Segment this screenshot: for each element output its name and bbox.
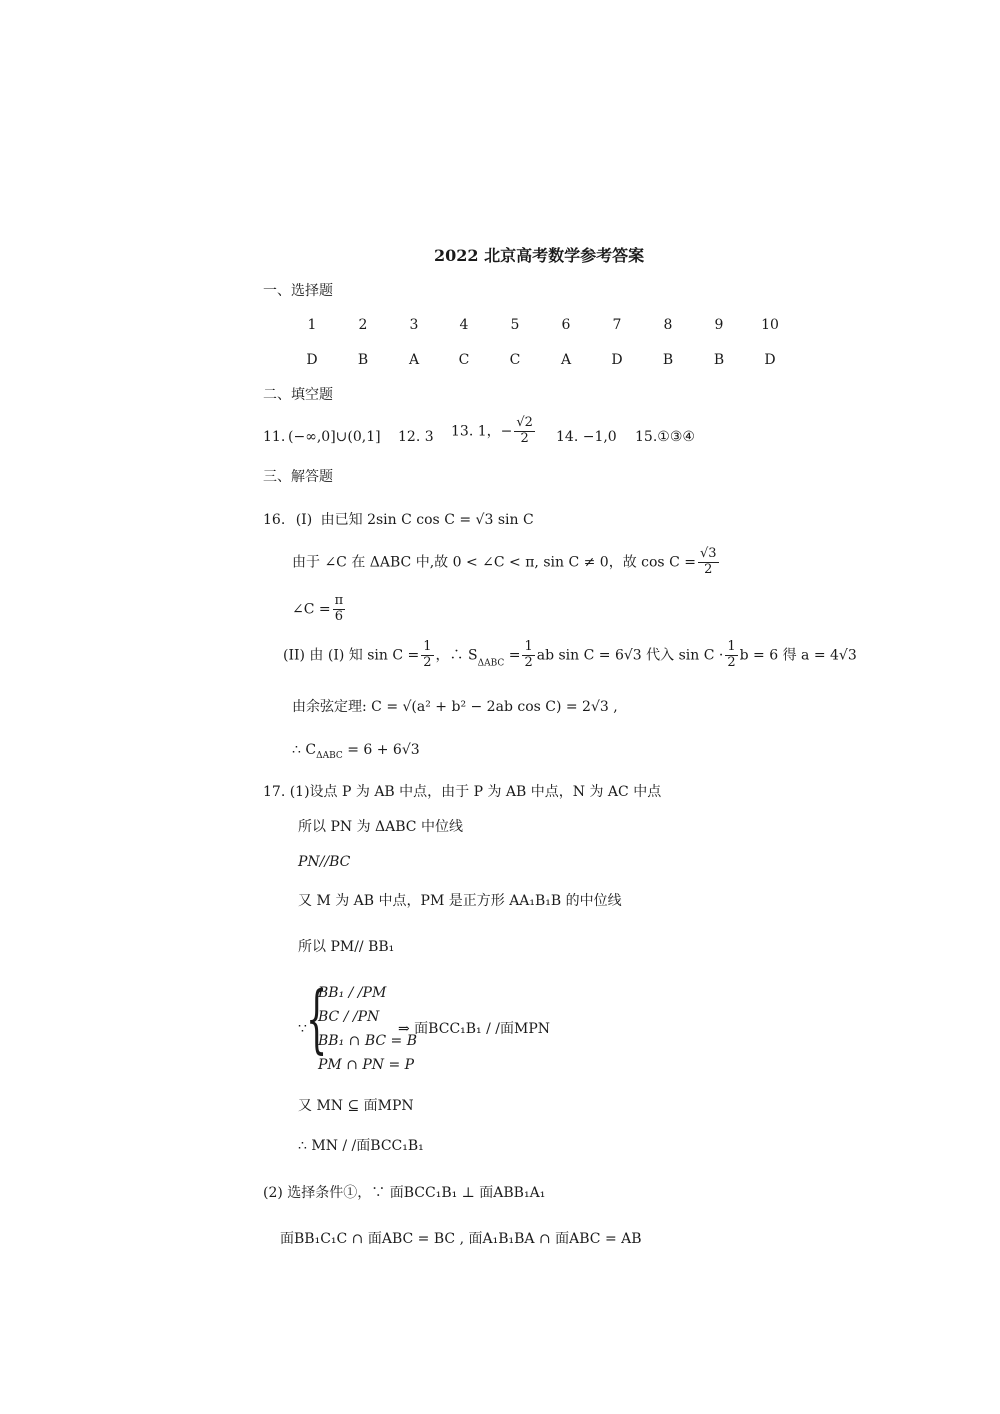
choice-answer: A xyxy=(560,352,572,368)
choice-answer: D xyxy=(764,352,776,368)
choice-number: 4 xyxy=(459,317,469,333)
choice-number: 9 xyxy=(714,317,724,333)
because-symbol: ∵ xyxy=(298,1021,307,1037)
choice-answer: C xyxy=(458,352,470,368)
p16-line6-b: = 6 + 6√3 xyxy=(342,742,420,758)
choice-number: 10 xyxy=(761,317,779,333)
p16-line4-a: (II) 由 (I) 知 sin C = xyxy=(283,647,420,664)
choice-number: 3 xyxy=(409,317,419,333)
fraction xyxy=(333,594,346,625)
p16-given: 由已知 2sin C cos C = √3 sin C xyxy=(320,512,534,528)
choice-number: 6 xyxy=(561,317,571,333)
choice-number: 5 xyxy=(510,317,520,333)
choice-answer: C xyxy=(509,352,521,368)
fill-answer-12: 12. 3 xyxy=(398,429,434,445)
fraction xyxy=(522,640,534,671)
p16-line4-e: b = 6 得 a = 4√3 xyxy=(739,647,857,664)
choice-number: 7 xyxy=(612,317,622,333)
fill-answer-14: 14. −1,0 xyxy=(556,429,617,445)
condition-1: BB₁ / /PM xyxy=(318,985,387,1001)
fraction xyxy=(725,640,737,671)
p17-line7: ∴ MN / /面BCC₁B₁ xyxy=(298,1138,424,1154)
section-choice-heading: 一、选择题 xyxy=(263,283,333,299)
choice-number: 2 xyxy=(358,317,368,333)
choice-number: 8 xyxy=(663,317,673,333)
p17-line2: 所以 PN 为 ΔABC 中位线 xyxy=(298,819,463,835)
fraction xyxy=(421,640,433,671)
fraction-denominator: 2 xyxy=(704,561,713,577)
p16-line4-c: = xyxy=(504,647,521,664)
p16-line1 xyxy=(263,513,534,527)
p17-line9: 面BB₁C₁C ∩ 面ABC = BC , 面A₁B₁BA ∩ 面ABC = AB xyxy=(280,1231,642,1247)
choice-answer: B xyxy=(662,352,674,368)
condition-4: PM ∩ PN = P xyxy=(318,1057,415,1073)
fill-answer-13-label: 13. 1，− xyxy=(451,423,513,440)
fraction-numerator: 1 xyxy=(423,639,432,654)
area-subscript: ΔABC xyxy=(477,658,505,669)
fraction-denominator: 2 xyxy=(727,654,736,670)
p16-line4-b: ，∴ S xyxy=(435,647,478,664)
p16-line3 xyxy=(292,594,347,625)
p16-line6-a: ∴ C xyxy=(292,742,317,758)
fraction-denominator: 2 xyxy=(520,430,529,446)
choice-answer: B xyxy=(357,352,369,368)
condition-2: BC / /PN xyxy=(318,1009,380,1025)
p17-line6: 又 MN ⊆ 面MPN xyxy=(298,1098,414,1114)
fill-answer-13 xyxy=(451,416,537,447)
choice-answer: D xyxy=(306,352,318,368)
fraction xyxy=(698,547,719,578)
p16-line2-text: 由于 ∠C 在 ΔABC 中,故 0 < ∠C < π, sin C ≠ 0，故 cos C = xyxy=(292,554,696,571)
section-fill-heading: 二、填空题 xyxy=(263,387,333,403)
fraction-numerator: 1 xyxy=(727,639,736,654)
fraction-numerator: 1 xyxy=(524,639,533,654)
p16-part-label: (I) xyxy=(295,512,313,528)
choice-answer: A xyxy=(408,352,420,368)
p16-line4 xyxy=(283,640,857,671)
fill-answer-11-label: 11. xyxy=(263,429,286,445)
page-title: 2022 北京高考数学参考答案 xyxy=(434,246,645,265)
system-conclusion: ⇒ 面BCC₁B₁ / /面MPN xyxy=(398,1021,551,1037)
p17-line3: PN//BC xyxy=(298,854,351,870)
p16-line6 xyxy=(292,743,420,761)
p17-line8: (2) 选择条件①，∵ 面BCC₁B₁ ⊥ 面ABB₁A₁ xyxy=(263,1185,546,1201)
fraction-numerator: √2 xyxy=(516,415,533,430)
fraction-numerator: π xyxy=(334,593,344,608)
p16-line2 xyxy=(292,547,721,578)
p17-line5: 所以 PM// BB₁ xyxy=(298,939,395,955)
fraction-denominator: 2 xyxy=(524,654,533,670)
p17-line1: 17. (1)设点 P 为 AB 中点，由于 P 为 AB 中点，N 为 AC 中点 xyxy=(263,784,662,800)
fill-answer-15: 15.①③④ xyxy=(635,429,695,445)
section-solve-heading: 三、解答题 xyxy=(263,469,333,485)
p16-line5: 由余弦定理: C = √(a² + b² − 2ab cos C) = 2√3 , xyxy=(292,699,618,715)
condition-3: BB₁ ∩ BC = B xyxy=(318,1033,417,1049)
p16-line3-text: ∠C = xyxy=(292,601,331,618)
choice-number: 1 xyxy=(307,317,317,333)
choice-answer: D xyxy=(611,352,623,368)
p16-line4-d: ab sin C = 6√3 代入 sin C · xyxy=(536,647,724,664)
choice-answer: B xyxy=(713,352,725,368)
fraction xyxy=(514,416,535,447)
fraction-numerator: √3 xyxy=(699,546,717,561)
fraction-denominator: 6 xyxy=(334,608,344,624)
p16-number: 16. xyxy=(263,512,286,528)
p17-line4: 又 M 为 AB 中点，PM 是正方形 AA₁B₁B 的中位线 xyxy=(298,893,622,909)
fraction-denominator: 2 xyxy=(423,654,432,670)
fill-answer-11: (−∞,0]∪(0,1] xyxy=(288,429,381,445)
left-brace: { xyxy=(306,976,328,1062)
perimeter-subscript: ΔABC xyxy=(316,750,343,761)
